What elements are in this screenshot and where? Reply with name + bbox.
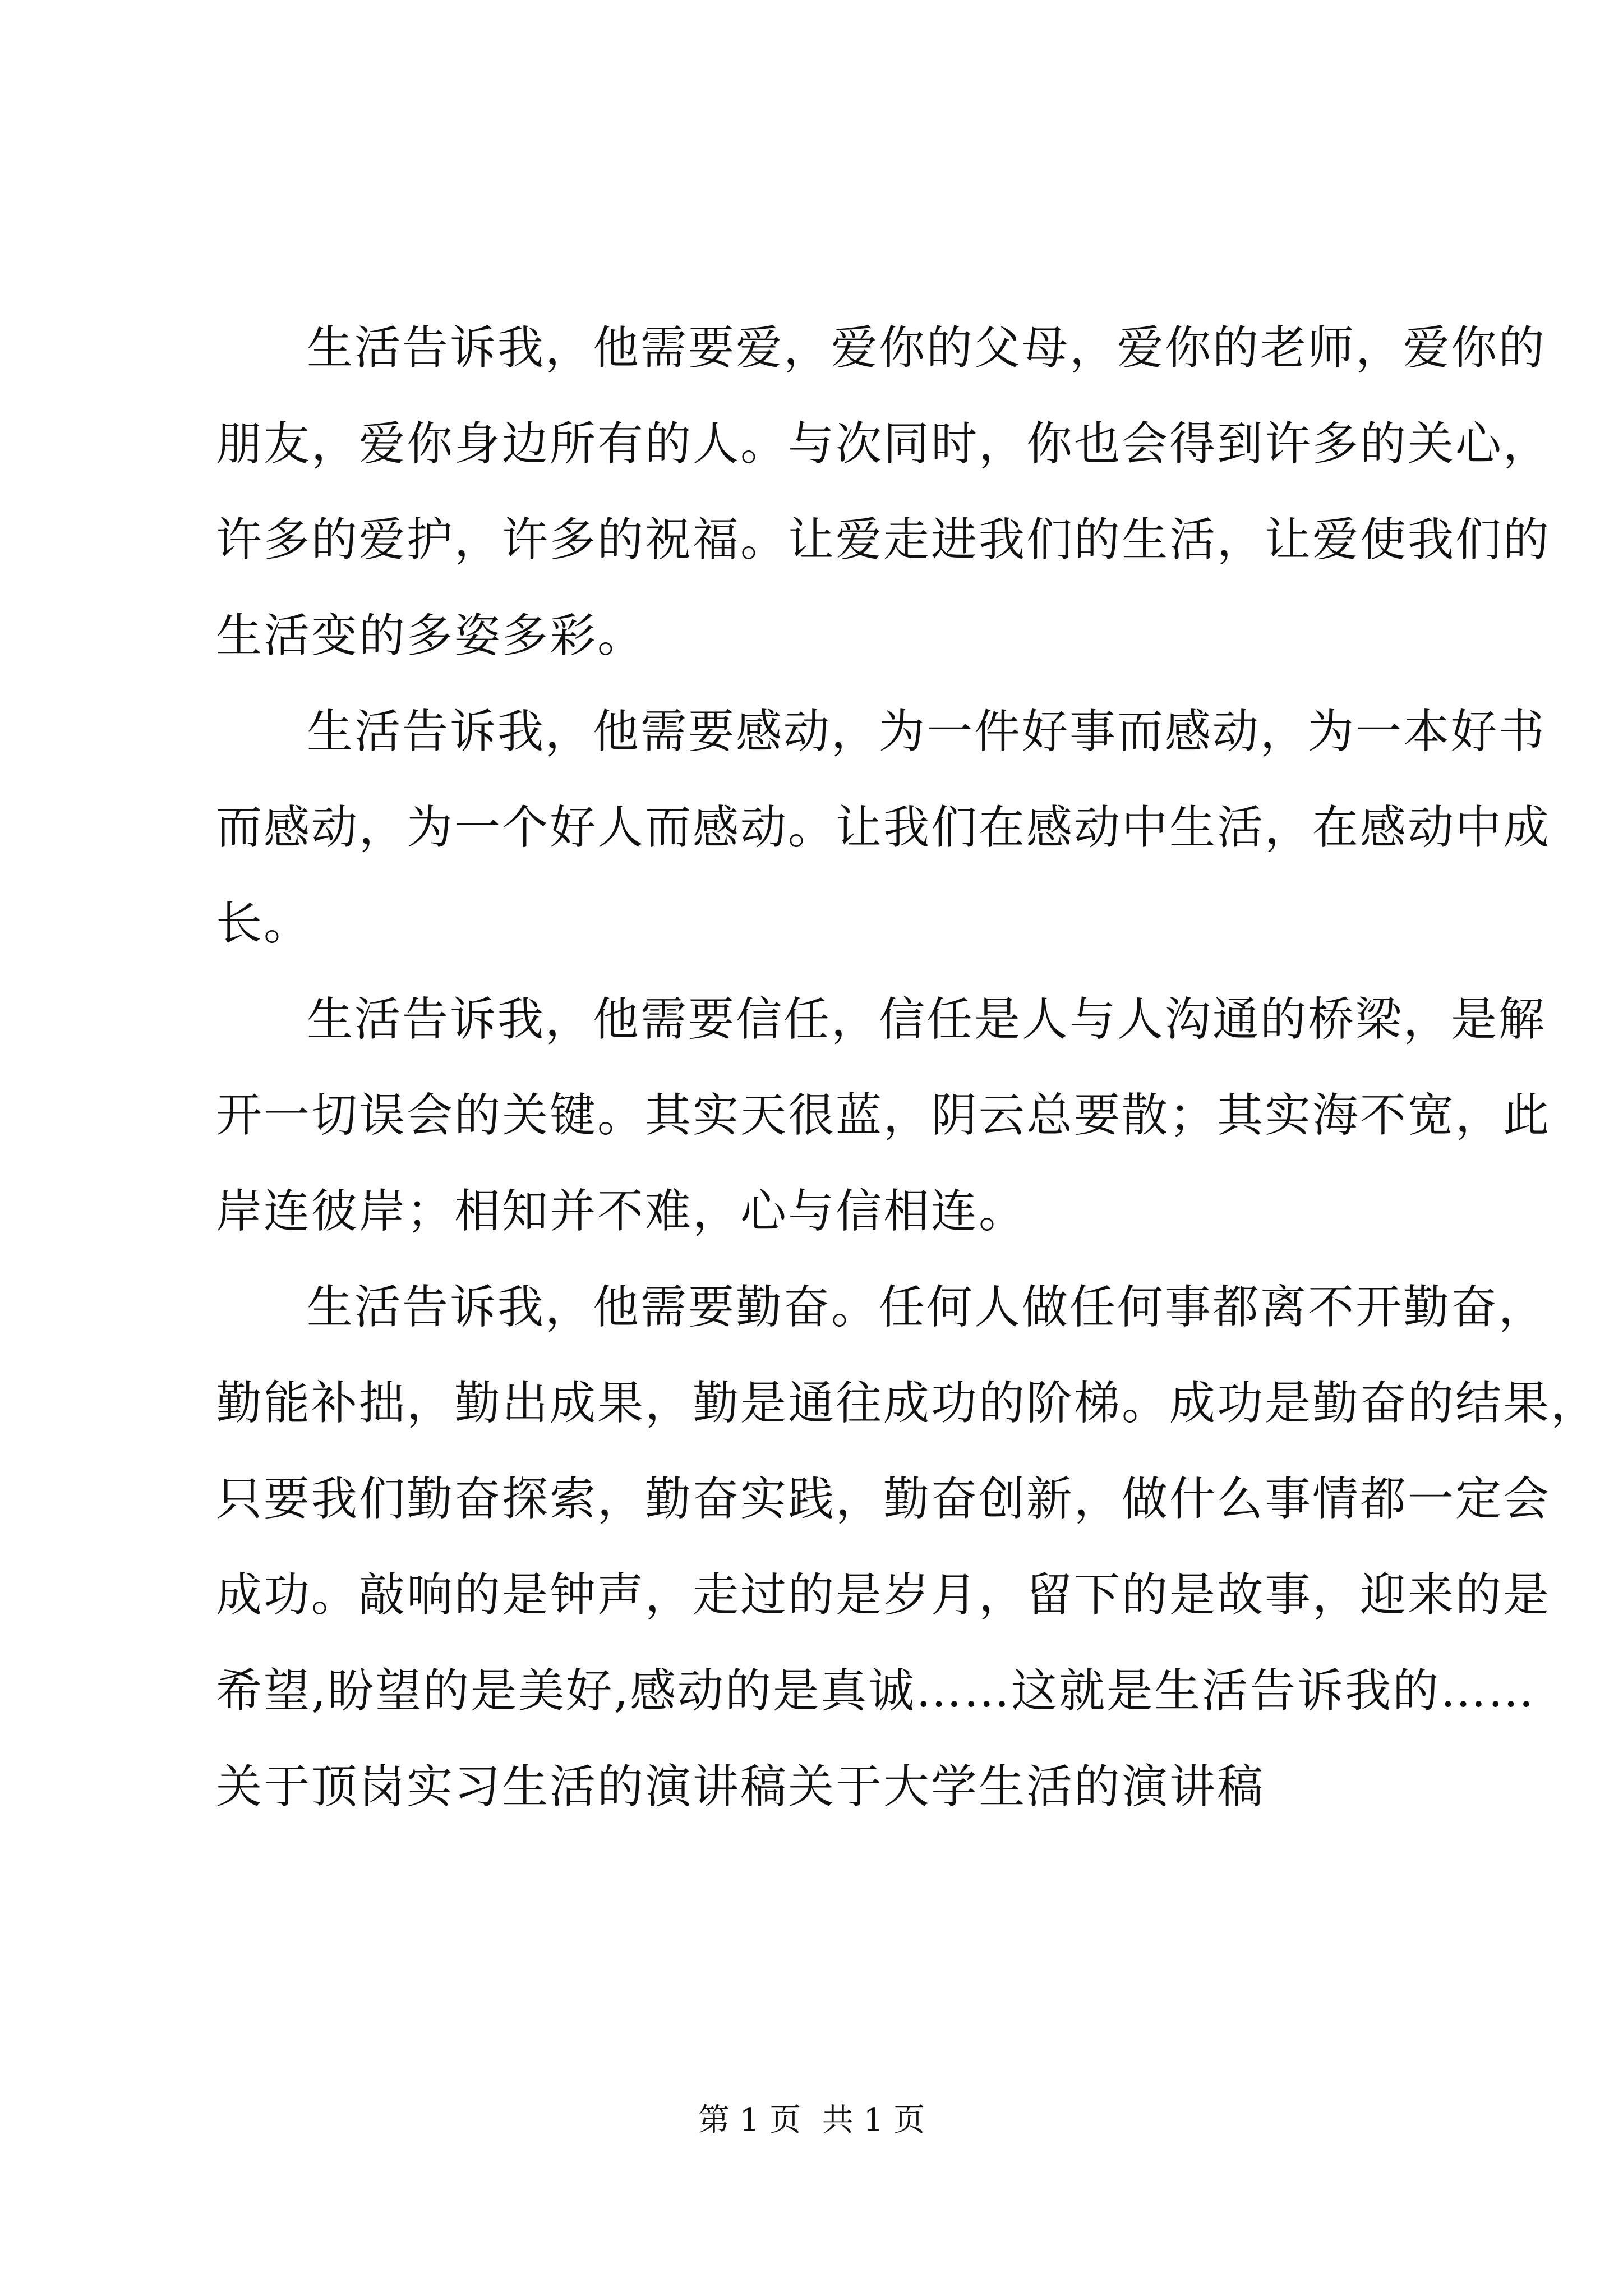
text-line: 成功。敲响的是钟声，走过的是岁月，留下的是故事，迎来的是: [216, 1568, 1551, 1622]
text-line: 而感动，为一个好人而感动。让我们在感动中生活，在感动中成: [216, 801, 1551, 854]
text-line: 勤能补拙，勤出成果，勤是通往成功的阶梯。成功是勤奋的结果，: [216, 1377, 1599, 1430]
text-line: 生活告诉我，他需要感动，为一件好事而感动，为一本好书: [307, 705, 1547, 758]
text-line: 开一切误会的关键。其实天很蓝，阴云总要散；其实海不宽，此: [216, 1089, 1551, 1142]
text-line: 岸连彼岸；相知并不难，心与信相连。: [216, 1185, 1027, 1238]
page-number: 第 1 页: [698, 2102, 801, 2138]
text-line: 朋友，爱你身边所有的人。与次同时，你也会得到许多的关心，: [216, 417, 1551, 471]
page-total: 共 1 页: [822, 2102, 925, 2138]
text-line: 希望,盼望的是美好,感动的是真诚……这就是生活告诉我的……: [216, 1664, 1536, 1718]
text-line: 许多的爱护，许多的祝福。让爱走进我们的生活，让爱使我们的: [216, 513, 1551, 567]
text-line: 生活告诉我，他需要信任，信任是人与人沟通的桥梁，是解: [307, 993, 1547, 1046]
document-body: [216, 300, 1599, 1835]
text-line: 生活告诉我，他需要勤奋。任何人做任何事都离不开勤奋，: [307, 1281, 1547, 1334]
text-line: 长。: [216, 897, 312, 950]
text-line: 生活变的多姿多彩。: [216, 609, 645, 662]
text-line: 只要我们勤奋探索，勤奋实践，勤奋创新，做什么事情都一定会: [216, 1473, 1551, 1526]
page-footer: [0, 2098, 1623, 2143]
text-line: 关于顶岗实习生活的演讲稿关于大学生活的演讲稿: [216, 1760, 1265, 1814]
text-line: 生活告诉我，他需要爱，爱你的父母，爱你的老师，爱你的: [307, 321, 1547, 375]
